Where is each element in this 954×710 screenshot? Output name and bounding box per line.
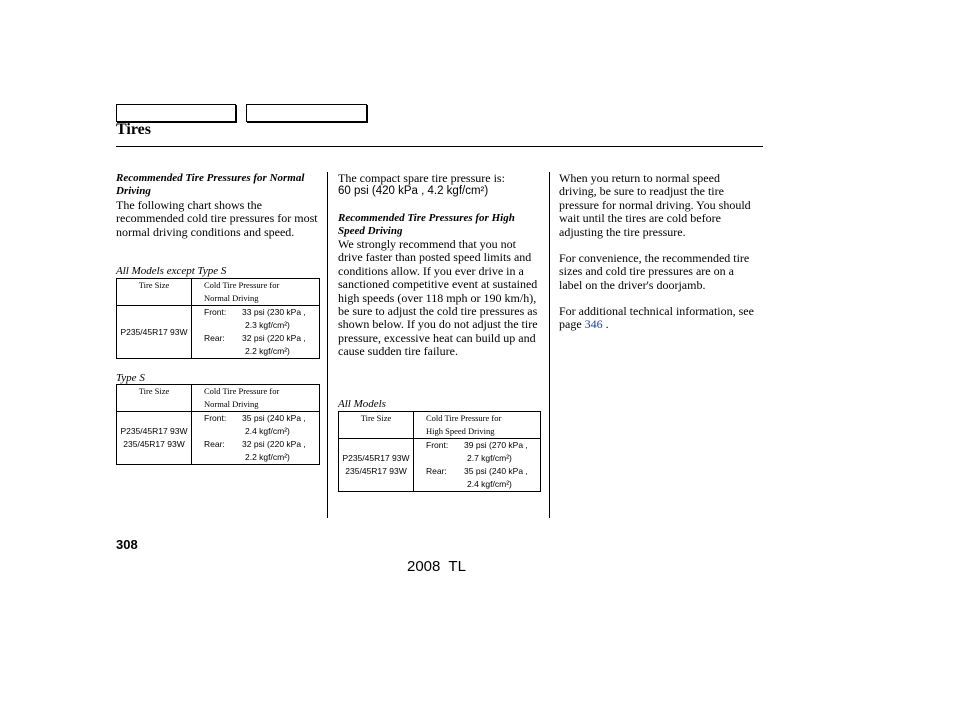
header-tab-left [116, 104, 236, 122]
table2-col-pressure: Cold Tire Pressure for Normal Driving [192, 385, 320, 412]
table1-col-size: Tire Size [117, 279, 192, 306]
page-title: Tires [116, 121, 151, 138]
high-speed-body: We strongly recommend that you not drive faster than posted speed limits and conditions allow. If you ever drive in a sanctioned competitive event at sustained high speeds (over 118 mph or 190 km/h), be sure to adjust the cold tire pressures as shown below. If you do not adjust the tire pressure, excessive heat can build up and cause sudden tire failure. [338, 237, 538, 359]
table1-col-pressure: Cold Tire Pressure for Normal Driving [192, 279, 320, 306]
table3-col-size: Tire Size [339, 412, 414, 439]
page-346-link[interactable]: 346 [584, 317, 603, 332]
table3-caption: All Models [338, 398, 386, 410]
column-divider-1 [327, 172, 328, 518]
table-normal-type-s [116, 384, 320, 465]
column-divider-2 [549, 172, 550, 518]
table2-tire-sizes: P235/45R17 93W 235/45R17 93W [117, 412, 192, 465]
table1-pressures: Front: 33 psi (230 kPa , 2.3 kgf/cm²) Rear: 32 psi (220 kPa , 2.2 kgf/cm²) [192, 306, 320, 359]
table2-pressures: Front: 35 psi (240 kPa , 2.4 kgf/cm²) Rear: 32 psi (220 kPa , 2.2 kgf/cm²) [192, 412, 320, 465]
table2-caption: Type S [116, 372, 145, 384]
table3-col-pressure: Cold Tire Pressure for High Speed Driving [414, 412, 541, 439]
readjust-paragraph: When you return to normal speed driving, be sure to readjust the tire pressure for normal driving. You should wait until the tires are cold before adjusting the tire pressure. [559, 171, 751, 239]
normal-driving-heading: Recommended Tire Pressures for Normal Driving [116, 172, 305, 197]
table1-caption: All Models except Type S [116, 265, 227, 277]
table2-col-size: Tire Size [117, 385, 192, 412]
normal-driving-intro: The following chart shows the recommended cold tire pressures for most normal driving conditions and speed. [116, 198, 318, 239]
header-tab-right [246, 104, 367, 122]
technical-info-paragraph: For additional technical information, see page 346 . [559, 304, 754, 332]
doorjamb-label-paragraph: For convenience, the recommended tire sizes and cold tire pressures are on a label on the driver's doorjamb. [559, 251, 750, 292]
table1-tire-size: P235/45R17 93W [117, 306, 192, 359]
table3-tire-sizes: P235/45R17 93W 235/45R17 93W [339, 439, 414, 492]
high-speed-heading: Recommended Tire Pressures for High Speed Driving [338, 212, 515, 237]
model-footer: 2008 TL [407, 558, 466, 575]
spare-intro: The compact spare tire pressure is: [338, 171, 505, 185]
header-rule [116, 146, 763, 147]
table-high-speed [338, 411, 541, 492]
spare-pressure: 60 psi (420 kPa , 4.2 kgf/cm²) [338, 185, 489, 197]
table-normal-all-models [116, 278, 320, 359]
page-number: 308 [116, 537, 138, 552]
table3-pressures: Front: 39 psi (270 kPa , 2.7 kgf/cm²) Rear: 35 psi (240 kPa , 2.4 kgf/cm²) [414, 439, 541, 492]
